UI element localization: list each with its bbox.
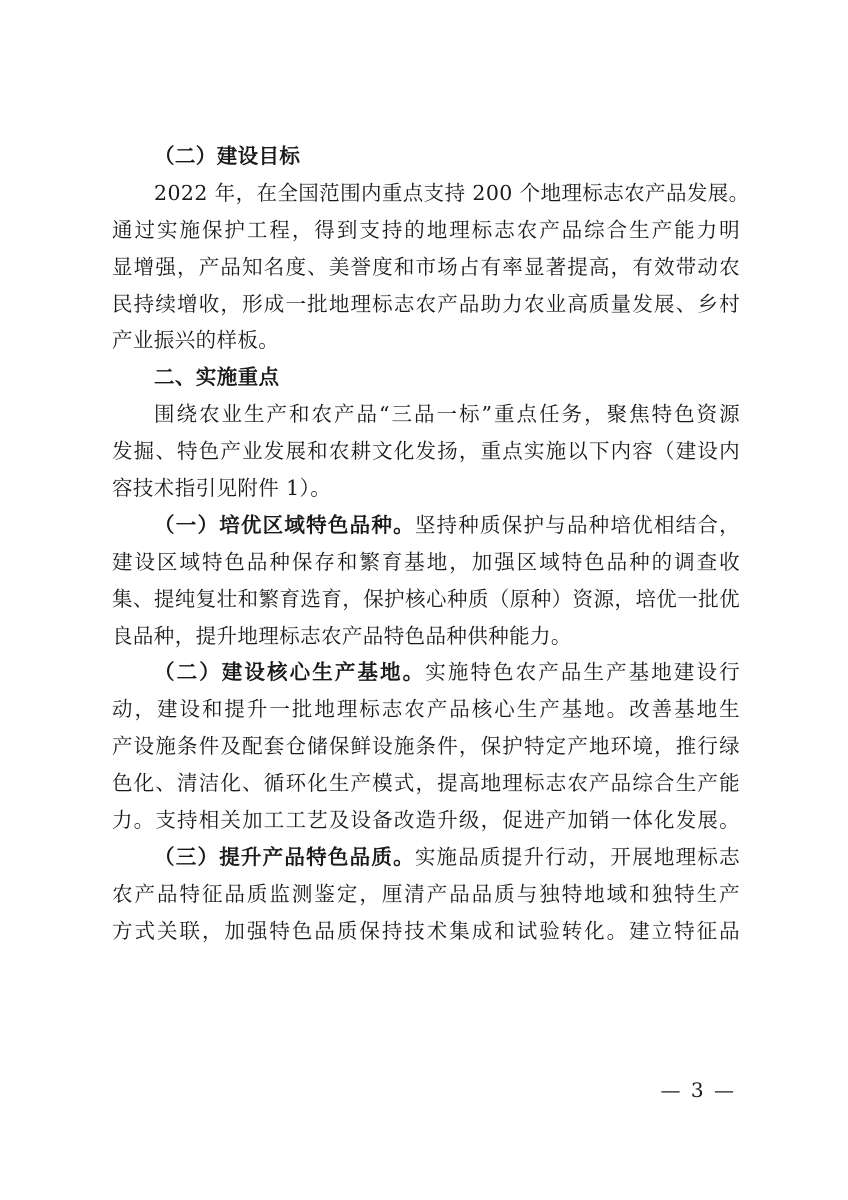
section-heading-focus: 二、实施重点 (154, 365, 280, 390)
paragraph-line: 发掘、特色产业发展和农耕文化发扬，重点实施以下内容（建设内 (112, 439, 740, 464)
item-first-line (112, 654, 740, 691)
item-text: 实施特色农产品生产基地建设行 (425, 660, 740, 685)
section-heading-goal: （二）建设目标 (154, 144, 301, 168)
paragraph-line: 显增强，产品知名度、美誉度和市场占有率显著提高，有效带动农 (112, 254, 740, 279)
paragraph-line: 民持续增收，形成一批地理标志农产品助力农业高质量发展、乡村 (112, 291, 740, 316)
item-title: （三）提升产品特色品质。 (154, 844, 415, 869)
paragraph-line: 农产品特征品质监测鉴定，厘清产品品质与独特地域和独特生产 (112, 881, 740, 906)
item-title: （一）培优区域特色品种。 (154, 512, 415, 537)
paragraph-line: 集、提纯复壮和繁育选育，保护核心种质（原种）资源，培优一批优 (112, 586, 740, 611)
paragraph-line: 容技术指引见附件 1）。 (112, 476, 332, 501)
paragraph-line: 产设施条件及配套仓储保鲜设施条件，保护特定产地环境，推行绿 (112, 734, 740, 759)
paragraph-line: 色化、清洁化、循环化生产模式，提高地理标志农产品综合生产能 (112, 771, 740, 796)
item-text: 实施品质提升行动，开展地理标志 (414, 844, 740, 869)
paragraph-line: 良品种，提升地理标志农产品特色品种供种能力。 (112, 623, 572, 648)
item-text: 坚持种质保护与品种培优相结合， (414, 512, 740, 537)
item-first-line (112, 839, 740, 876)
paragraph-line: 2022 年，在全国范围内重点支持 200 个地理标志农产品发展。 (154, 180, 750, 205)
paragraph-line: 动，建设和提升一批地理标志农产品核心生产基地。改善基地生 (112, 697, 740, 722)
paragraph-line: 围绕农业生产和农产品“三品一标”重点任务，聚焦特色资源 (154, 402, 740, 427)
page-number: — 3 — (660, 1078, 736, 1102)
item-title: （二）建设核心生产基地。 (154, 660, 426, 685)
paragraph-line: 建设区域特色品种保存和繁育基地，加强区域特色品种的调查收 (112, 549, 740, 574)
paragraph-line: 通过实施保护工程，得到支持的地理标志农产品综合生产能力明 (112, 217, 740, 242)
document-body (112, 138, 750, 950)
paragraph-line: 产业振兴的样板。 (112, 328, 280, 353)
paragraph-line: 方式关联，加强特色品质保持技术集成和试验转化。建立特征品 (112, 918, 740, 943)
item-first-line (112, 507, 740, 544)
paragraph-line: 力。支持相关加工工艺及设备改造升级，促进产加销一体化发展。 (112, 808, 740, 833)
